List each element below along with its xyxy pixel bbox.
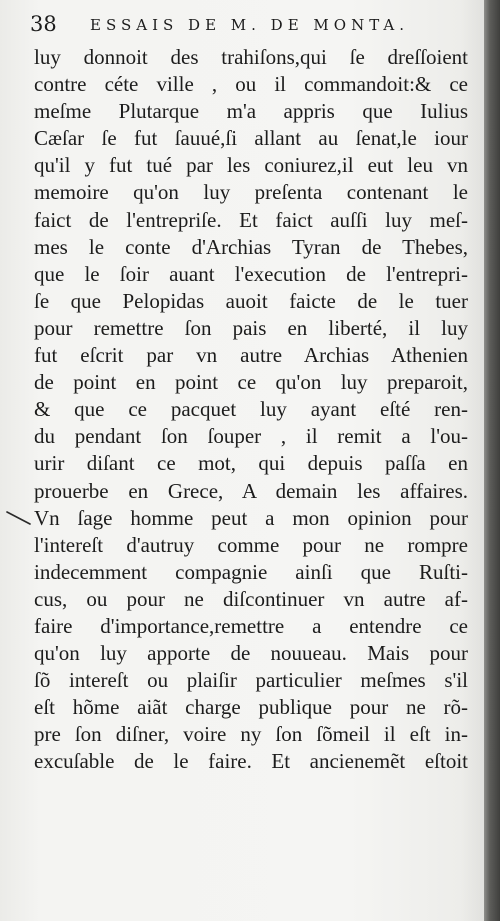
- text-line: l'intereſt d'autruy comme pour ne rompre: [34, 532, 468, 557]
- text-line: pour remettre ſon pais en liberté, il luy: [34, 315, 468, 340]
- text-line: cus, ou pour ne diſcontinuer vn autre af-: [34, 586, 468, 611]
- text-line: faict de l'entrepriſe. Et faict auſſi luy meſ-: [34, 207, 468, 232]
- text-line: mes le conte d'Archias Tyran de Thebes,: [34, 234, 468, 259]
- text-line: que le ſoir auant l'execution de l'entrepri-: [34, 261, 468, 286]
- running-head: ESSAIS DE M. DE MONTA.: [90, 16, 409, 34]
- text-line: Vn ſage homme peut a mon opinion pour: [34, 505, 468, 530]
- margin-tick-mark: [6, 511, 32, 525]
- text-line: du pendant ſon ſouper , il remit a l'ou-: [34, 424, 468, 449]
- text-line: fut eſcrit par vn autre Archias Athenien: [34, 343, 468, 368]
- text-line: prouerbe en Grece, A demain les affaires.: [34, 478, 468, 503]
- text-line: urir diſant ce mot, qui depuis paſſa en: [34, 451, 468, 476]
- text-line: ſõ intereſt ou plaiſir particulier meſmes s'il: [34, 668, 468, 693]
- text-line: faire d'importance,remettre a entendre ce: [34, 613, 468, 638]
- text-line: memoire qu'on luy preſenta contenant le: [34, 180, 468, 205]
- text-line: ſe que Pelopidas auoit faicte de le tuer: [34, 288, 468, 313]
- text-line: meſme Plutarque m'a appris que Iulius: [34, 99, 468, 124]
- text-line: luy donnoit des trahiſons,qui ſe dreſſoient: [34, 45, 468, 69]
- text-line: qu'on luy apporte de nouueau. Mais pour: [34, 641, 468, 666]
- text-line: & que ce pacquet luy ayant eſté ren-: [34, 397, 468, 422]
- page-number: 38: [30, 12, 57, 36]
- text-line: excuſable de le faire. Et ancienemẽt eſtoit: [34, 749, 468, 774]
- text-line: qu'il y fut tué par les coniurez,il eut leu vn: [34, 153, 468, 178]
- text-line: Cæſar ſe fut ſauué,ſi allant au ſenat,le iour: [34, 126, 468, 151]
- text-line: pre ſon diſner, voire ny ſon ſõmeil il eſt in-: [34, 722, 468, 747]
- text-line: eſt hõme aiãt charge publique pour ne rõ-: [34, 695, 468, 720]
- text-line: contre céte ville , ou il commandoit:& ce: [34, 72, 468, 97]
- text-line: de point en point ce qu'on luy preparoit,: [34, 370, 468, 395]
- page-header: [30, 12, 480, 38]
- body-text: [34, 44, 484, 776]
- book-gutter-edge: [484, 0, 500, 921]
- text-line: indecemment compagnie ainſi que Ruſti-: [34, 559, 468, 584]
